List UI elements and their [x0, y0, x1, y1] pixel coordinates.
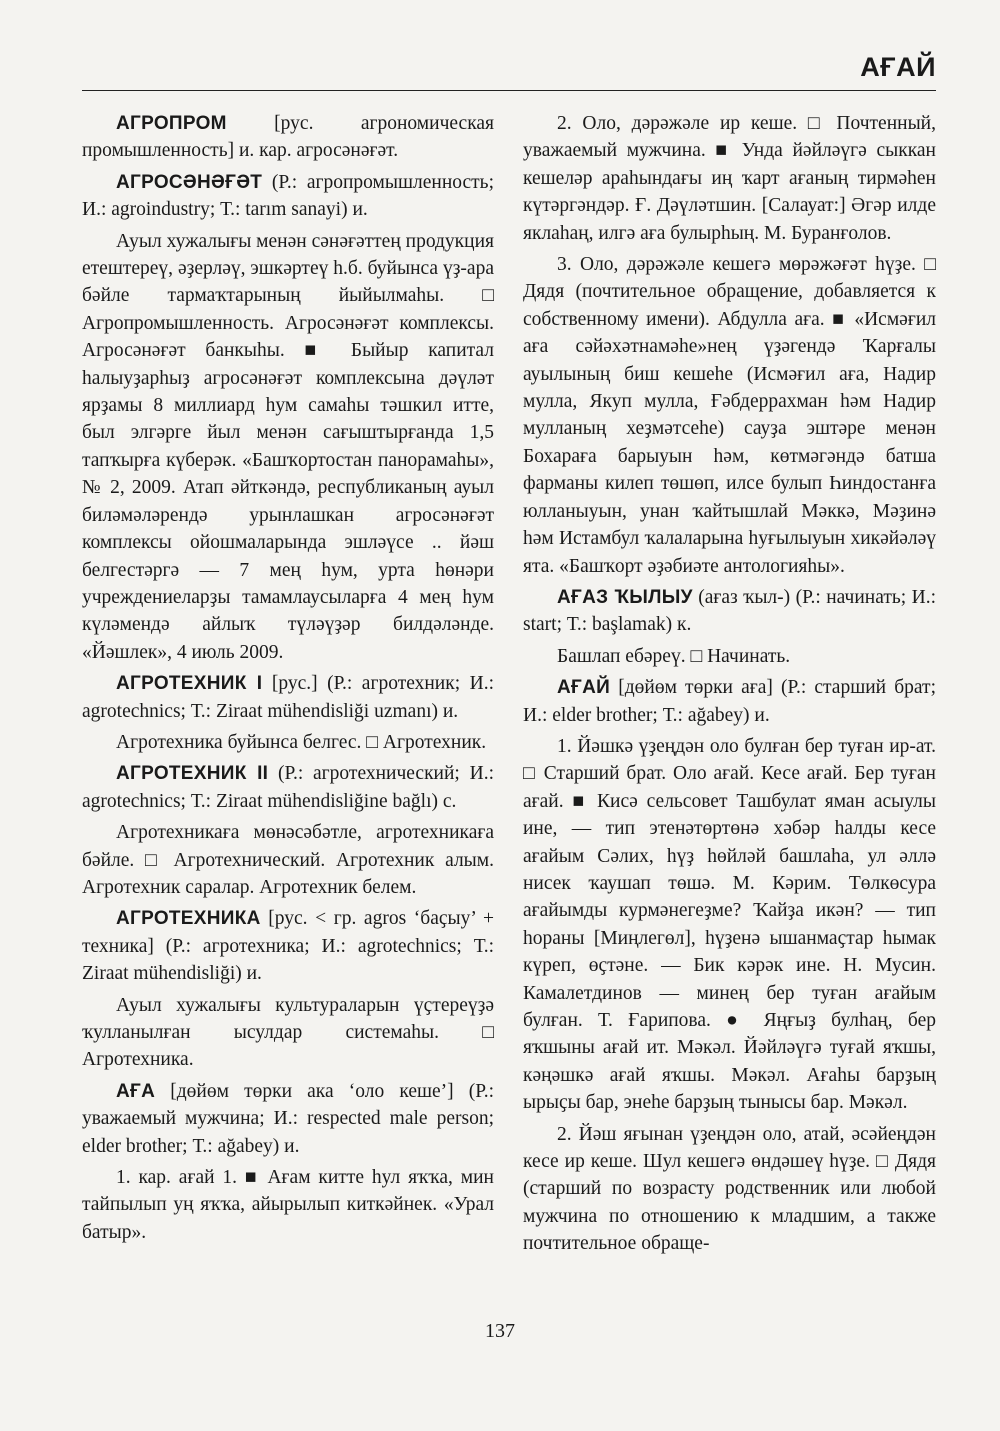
headword: АГРОПРОМ — [116, 113, 227, 134]
entry-text: [рус. агрономическая промышленность] и. кар. агросәнәғәт. — [82, 113, 494, 162]
entry-text: [рус.] (Р.: агротехник; И.: agrotechnics; Т.: Ziraat mühendisliği uzmanı) и. — [82, 673, 494, 722]
headword: АҒАЙ — [557, 677, 611, 699]
entry-text: [рус. < гр. agros ‘баҫыу’ + техника] (Р.: агротехника; И.: agrotechnics; Т.: Ziraat mühendisliği) и. — [82, 908, 494, 985]
entry-text: (ағаз ҡыл-) (Р.: начинать; И.: start; Т.: başlamak) к. — [523, 586, 936, 636]
entry — [523, 733, 936, 1117]
entry — [523, 1121, 936, 1258]
entry — [82, 169, 494, 224]
entry — [82, 819, 494, 901]
entry — [82, 905, 494, 987]
entry-text: Агротехникаға мөнәсәбәтле, агротехникаға бәйле. □ Агротехнический. Агротехник алым. Агротехник саралар. Агротехник белем. — [82, 822, 494, 898]
entry — [523, 251, 936, 580]
headword: АҒАЗ ҠЫЛЫУ — [557, 586, 693, 608]
headword: АГРОСӘНӘҒӘТ — [116, 171, 263, 193]
entry — [523, 110, 936, 247]
entry — [82, 228, 494, 667]
entry-text: (Р.: агротехнический; И.: agrotechnics; Т.: Ziraat mühendisliğine bağlı) с. — [82, 763, 494, 812]
entry-text: Башлап ебәреү. □ Начинать. — [557, 645, 791, 667]
headword: АГРОТЕХНИК I — [116, 673, 263, 695]
entry — [82, 760, 494, 815]
page-number: 137 — [485, 1320, 515, 1342]
entry — [82, 1078, 494, 1160]
entry-text: (Р.: агропромышленность; И.: agroindustry; Т.: tarım sanayi) и. — [82, 171, 494, 221]
entry-text: [дөйөм төрки аға] (Р.: старший брат; И.: elder brother; Т.: ağabey) и. — [523, 677, 936, 726]
entry — [523, 584, 936, 639]
headword: АҒА — [116, 1080, 156, 1102]
entry-text: Ауыл хужалығы менән сәнәғәттең продукция етештереү, әҙерләү, эшкәртеү һ.б. буйынса үҙ-ара бәйле тармаҡтарының йыйылмаһы. □ Агропромышленность. Агросәнәғәт комплексы. Агросәнәғәт банкыһы. ■ Быйыр капитал һалыуҙарһыҙ агросәнәғәт комплексына дәүләт ярҙамы 8 миллиард һум самаһы тәшкил итте, был элгәрге йыл менән сағыштырғанда 1,5 тапҡырға күберәк. «Башҡортостан панорамаһы», № 2, 2009. Атап әйткәндә, республиканың ауыл биләмәләрендә урынлашкан агросәнәғәт комплексы ойошмаларында эшләүсе .. йәш белгестәргә — 7 мең һум, урта һөнәри учреждениеларҙы тамамлаусыларға 4 мең һум күләмендә айлыҡ түләүҙәр билдәләнде. «Йәшлек», 4 июль 2009. — [82, 230, 494, 663]
entry-text: 2. Оло, дәрәжәле ир кеше. □ Почтенный, уважаемый мужчина. ■ Унда йәйләүгә сыккан кешеләр араһындағы иң ҡарт ағаның тирмәһен күтәргәндәр. Ғ. Дәүләтшин. [Салауат:] Әгәр илде яклаһаң, илгә аға булырһың. М. Буранғолов. — [523, 113, 936, 244]
left-column — [82, 110, 494, 1250]
entry-text: 1. кар. ағай 1. ■ Ағам китте һул яҡҡа, мин тайпылып уң яҡҡа, айырылып киткәйнек. «Урал батыр». — [82, 1167, 494, 1243]
headword: АГРОТЕХНИКА — [116, 908, 261, 930]
entry-text: 3. Оло, дәрәжәле кешегә мөрәжәғәт һүҙе. □ Дядя (почтительное обращение, добавляется к собственному имени). Абдулла аға. ■ «Исмәғил аға сәйәхәтнамәһе»нең үҙәгендә Ҡарғалы ауылының биш кешеһе (Исмәғил аға, Надир мулла, Якуп мулла, Ғәбдеррахман һәм Надир мулланың хеҙмәтсеһе) сауҙа эштәре менән Бохараға барыуын һәм, көтмәгәндә батша фарманы килеп төшөп, илсе булып Һиндостанға юлланыуын, унан ҡайтышлай Мәккә, Мәҙинә һәм Истамбул ҡалаларына һуғылыуын хикәйәләү ята. «Башҡорт әҙәбиәте антологияһы». — [523, 254, 936, 577]
entry-text: Ауыл хужалығы культураларын үҫтереүҙә ҡулланылған ысулдар системаһы. □ Агротехника. — [82, 994, 494, 1071]
running-head: АҒАЙ — [860, 52, 936, 82]
header-rule — [82, 90, 936, 91]
entry — [82, 110, 494, 165]
entry — [82, 729, 494, 756]
entry-text: 2. Йәш яғынан үҙеңдән оло, атай, әсәйеңдән кесе ир кеше. Шул кешегә өндәшеү һүҙе. □ Дядя (старший по возрасту родственник или любой мужчина по отношению к младшим, а также почтительное обраще- — [523, 1123, 936, 1255]
entry — [523, 674, 936, 729]
right-column — [523, 110, 936, 1262]
entry-text: 1. Йәшкә үҙеңдән оло булған бер туған ир-ат. □ Старший брат. Оло ағай. Кесе ағай. Бер туған ағай. ■ Кисә сельсовет Ташбулат яман асыулы ине, — тип этенәтөртөнә хәбәр һалды кесе ағайым Сәлих, һүҙ һөйләй башлаһа, ул әллә нисек ҡаушап төшә. М. Кәрим. Төлкөсура ағайымды курмәнегеҙме? Ҡайҙа икән? — тип һораны [Миңлегөл], һүҙенә ышанмаҫтар һымак күреп, өҫтәне. — Бик кәрәк ине. Н. Мусин. Камалетдинов — минең бер туған ағайым булған. Т. Ғарипова. ● Яңғыҙ булһаң, бер яҡшыны ағай ит. Мәкәл. Йәйләүгә туғай яҡшы, кәңәшкә ағай яҡшы. Мәкәл. Ағаһы барҙың ырыҫы бар, энеһе барҙың тынысы бар. Мәкәл. — [523, 735, 936, 1114]
entry — [82, 1164, 494, 1246]
entry-text: Агротехника буйынса белгес. □ Агротехник. — [116, 731, 487, 753]
entry — [523, 643, 936, 670]
entry — [82, 670, 494, 725]
entry — [82, 992, 494, 1074]
headword: АГРОТЕХНИК II — [116, 763, 269, 785]
entry-text: [дөйөм төрки ака ‘оло кеше’] (Р.: уважаемый мужчина; И.: respected male person; elder brother; Т.: ağabey) и. — [82, 1080, 494, 1157]
